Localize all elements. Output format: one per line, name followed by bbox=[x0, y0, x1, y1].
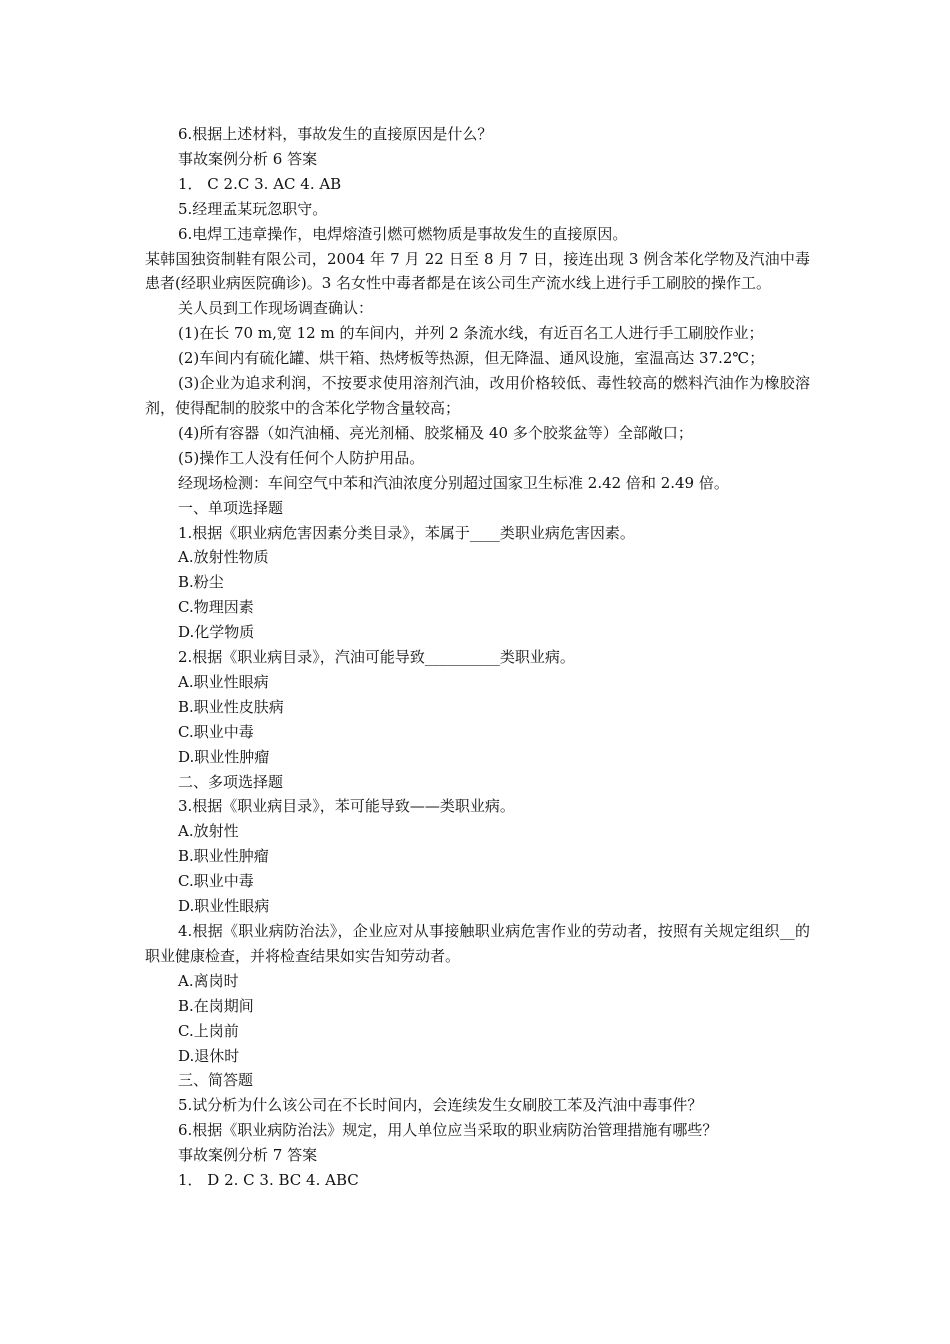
document-body bbox=[145, 122, 810, 1193]
finding-item: (1)在长 70 m,宽 12 m 的车间内，并列 2 条流水线，有近百名工人进行手工刷胶作业； bbox=[178, 324, 764, 343]
question-line: 1.根据《职业病危害因素分类目录》，苯属于____类职业病危害因素。 bbox=[178, 523, 635, 542]
finding-item: (2)车间内有硫化罐、烘干箱、热烤板等热源，但无降温、通风设施，室温高达 37.2℃； bbox=[178, 349, 765, 368]
finding-item: (5)操作工人没有任何个人防护用品。 bbox=[178, 448, 425, 467]
section-heading: 三、简答题 bbox=[178, 1071, 254, 1090]
option-line: C.上岗前 bbox=[178, 1021, 239, 1040]
option-line: A.离岗时 bbox=[178, 971, 239, 990]
option-line: A.职业性眼病 bbox=[178, 672, 269, 691]
option-line: B.职业性皮肤病 bbox=[178, 697, 284, 716]
answer-line: 5.经理孟某玩忽职守。 bbox=[178, 199, 328, 218]
option-line: A.放射性 bbox=[178, 822, 239, 841]
answer-line: 1． C 2.C 3. AC 4. AB bbox=[178, 174, 342, 193]
case-intro-paragraph: 某韩国独资制鞋有限公司，2004 年 7 月 22 日至 8 月 7 日，接连出现 3 例含苯化学物及汽油中毒患者(经职业病医院确诊)。3 名女性中毒者都是在该公司生产流水线上进行手工刷胶的操作工。 bbox=[145, 249, 810, 293]
investigation-intro: 关人员到工作现场调查确认： bbox=[178, 299, 374, 318]
option-line: A.放射性物质 bbox=[178, 548, 269, 567]
option-line: D.退休时 bbox=[178, 1046, 240, 1065]
answer-heading-7: 事故案例分析 7 答案 bbox=[178, 1146, 318, 1165]
question-line: 4.根据《职业病防治法》，企业应对从事接触职业病危害作业的劳动者，按照有关规定组织__的职业健康检查，并将检查结果如实告知劳动者。 bbox=[145, 922, 810, 965]
option-line: B.粉尘 bbox=[178, 573, 224, 592]
section-heading: 二、多项选择题 bbox=[178, 772, 284, 791]
option-line: D.化学物质 bbox=[178, 623, 255, 642]
question-line: 5.试分析为什么该公司在不长时间内，会连续发生女刷胶工苯及汽油中毒事件？ bbox=[178, 1096, 703, 1115]
option-line: D.职业性肿瘤 bbox=[178, 747, 270, 766]
option-line: B.职业性肿瘤 bbox=[178, 847, 269, 866]
option-line: D.职业性眼病 bbox=[178, 897, 270, 916]
option-line: C.职业中毒 bbox=[178, 722, 254, 741]
answer-heading-6: 事故案例分析 6 答案 bbox=[178, 149, 318, 168]
question-line: 6.根据《职业病防治法》规定，用人单位应当采取的职业病防治管理措施有哪些？ bbox=[178, 1121, 718, 1140]
question-line: 2.根据《职业病目录》，汽油可能导致__________类职业病。 bbox=[178, 648, 575, 667]
option-line: C.物理因素 bbox=[178, 598, 254, 617]
answer-line: 6.电焊工违章操作，电焊熔渣引燃可燃物质是事故发生的直接原因。 bbox=[178, 224, 628, 243]
finding-item: (3)企业为追求利润，不按要求使用溶剂汽油，改用价格较低、毒性较高的燃料汽油作为橡胶溶剂，使得配制的胶浆中的含苯化学物含量较高； bbox=[145, 374, 810, 417]
option-line: B.在岗期间 bbox=[178, 996, 254, 1015]
question-line: 3.根据《职业病目录》，苯可能导致——类职业病。 bbox=[178, 797, 515, 816]
section-heading: 一、单项选择题 bbox=[178, 498, 284, 517]
question-6-line: 6.根据上述材料，事故发生的直接原因是什么？ bbox=[178, 125, 493, 143]
finding-item: (4)所有容器（如汽油桶、亮光剂桶、胶浆桶及 40 多个胶浆盆等）全部敞口； bbox=[178, 423, 693, 442]
inspection-result: 经现场检测：车间空气中苯和汽油浓度分别超过国家卫生标准 2.42 倍和 2.49 倍。 bbox=[178, 473, 729, 492]
answer-line: 1． D 2. C 3. BC 4. ABC bbox=[178, 1171, 359, 1190]
option-line: C.职业中毒 bbox=[178, 872, 254, 891]
